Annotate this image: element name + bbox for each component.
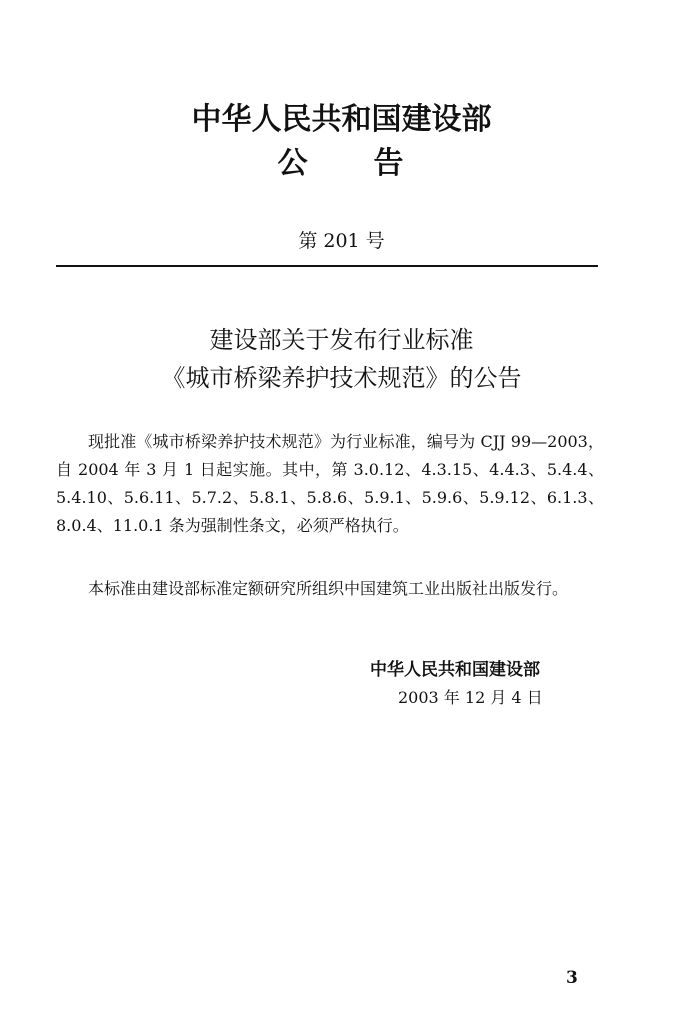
signature-date: 2003 年 12 月 4 日 bbox=[398, 688, 543, 707]
ministry-title: 中华人民共和国建设部 bbox=[191, 102, 492, 137]
subject-line-1: 建设部关于发布行业标准 bbox=[209, 326, 474, 354]
header-divider bbox=[56, 265, 598, 267]
notice-number: 第 201 号 bbox=[298, 230, 385, 252]
signature-organization: 中华人民共和国建设部 bbox=[370, 660, 540, 680]
body-paragraph-2: 本标准由建设部标准定额研究所组织中国建筑工业出版社出版发行。 bbox=[88, 579, 569, 598]
subject-line-2: 《城市桥梁养护技术规范》的公告 bbox=[161, 364, 522, 392]
page-number: 3 bbox=[566, 968, 578, 988]
notice-label: 公 告 bbox=[277, 146, 406, 181]
body-paragraph-1: 现批准《城市桥梁养护技术规范》为行业标准，编号为 CJJ 99—2003，自 2004 年 3 月 1 日起实施。其中，第 3.0.12、4.3.15、4.4.3、5.4.4、5.4.10、5.6.11、5.7.2、5.8.1、5.8.6、5.9.1、5.9.6、5.9.12、6.1.3、8.0.4、11.0.1 条为强制性条文，必须严格执行。 bbox=[56, 432, 604, 535]
